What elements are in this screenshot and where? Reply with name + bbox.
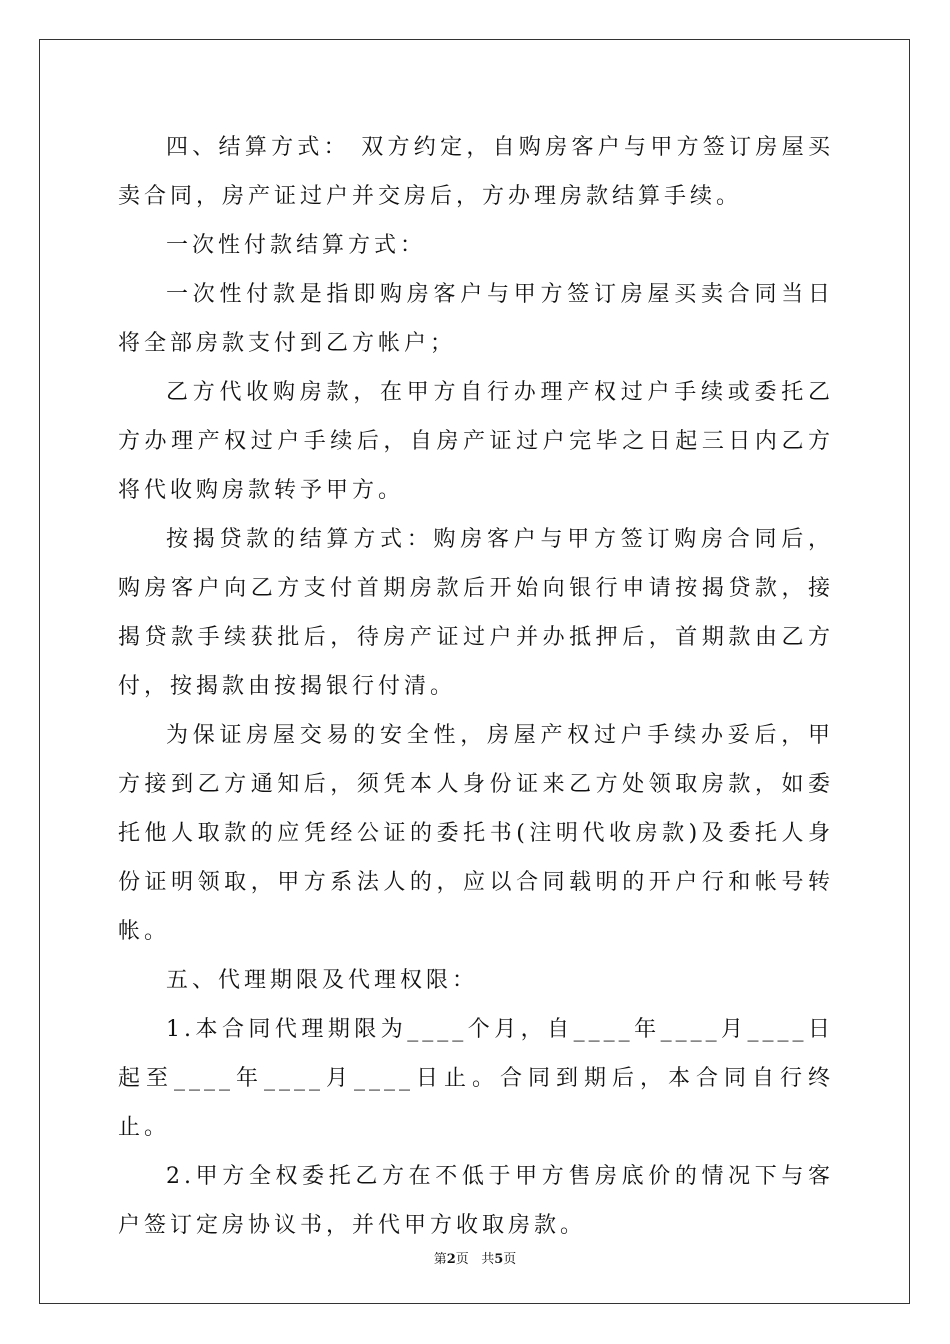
paragraph-lump-sum-definition: 一次性付款是指即购房客户与甲方签订房屋买卖合同当日将全部房款支付到乙方帐户； xyxy=(118,282,834,356)
page-footer xyxy=(0,1248,950,1267)
paragraph-transaction-safety: 为保证房屋交易的安全性，房屋产权过户手续办妥后，甲方接到乙方通知后，须凭本人身份证来乙方处领取房款，如委托他人取款的应凭经公证的委托书(注明代收房款)及委托人身份证明领取，甲方系法人的，应以合同载明的开户行和帐号转帐。 xyxy=(118,723,834,944)
page-suffix: 页 xyxy=(455,1252,469,1267)
paragraph-agency-term-clause-1: 1.本合同代理期限为____个月，自____年____月____日起至____年____月____日止。合同到期后，本合同自行终止。 xyxy=(118,1017,834,1140)
paragraph-agency-term-clause-2: 2.甲方全权委托乙方在不低于甲方售房底价的情况下与客户签订定房协议书，并代甲方收取房款。 xyxy=(118,1164,834,1238)
paragraph-payment-collection: 乙方代收购房款，在甲方自行办理产权过户手续或委托乙方办理产权过户手续后，自房产证过户完毕之日起三日内乙方将代收购房款转予甲方。 xyxy=(118,380,834,503)
document-body xyxy=(118,123,834,1250)
page-current: 2 xyxy=(446,1252,456,1267)
paragraph-agency-term-heading: 五、代理期限及代理权限： xyxy=(166,968,479,993)
paragraph-mortgage-settlement: 按揭贷款的结算方式：购房客户与甲方签订购房合同后，购房客户向乙方支付首期房款后开始向银行申请按揭贷款，接揭贷款手续获批后，待房产证过户并办抵押后，首期款由乙方付，按揭款由按揭银行付清。 xyxy=(118,527,834,699)
total-suffix: 页 xyxy=(503,1252,517,1267)
paragraph-lump-sum-heading: 一次性付款结算方式： xyxy=(166,233,427,258)
page-prefix: 第 xyxy=(433,1252,447,1267)
total-prefix: 共 xyxy=(481,1252,495,1267)
page-total: 5 xyxy=(494,1252,504,1267)
paragraph-settlement-method: 四、结算方式： 双方约定，自购房客户与甲方签订房屋买卖合同，房产证过户并交房后，方办理房款结算手续。 xyxy=(118,135,834,209)
